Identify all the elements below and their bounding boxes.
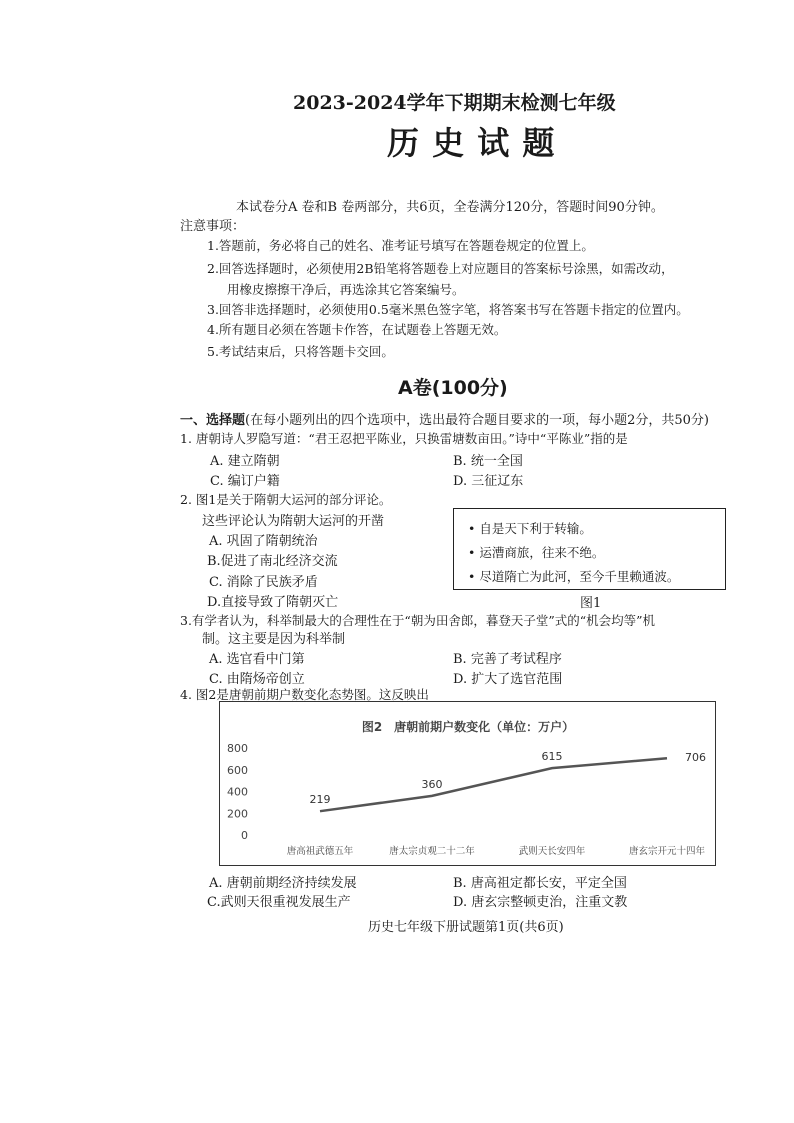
data-label: 360 [421, 777, 443, 791]
part-prefix: 一、选择题 [180, 413, 246, 428]
q4-option-b: B. 唐高祖定都长安，平定全国 [453, 876, 627, 891]
y-tick-label: 400 [227, 785, 248, 799]
figure-1-line: • 尽道隋亡为此河，至今千里赖通波。 [468, 569, 680, 584]
data-label: 219 [309, 793, 331, 807]
y-tick-label: 800 [227, 742, 248, 755]
figure-1-line: • 自是天下利于转输。 [468, 521, 592, 536]
notice-label: 注意事项： [180, 219, 246, 234]
q1-option-b: B. 统一全国 [453, 454, 523, 469]
notice-item: 2.回答选择题时，必须使用2B铅笔将答题卷上对应题目的答案标号涂黑，如需改动， [207, 261, 674, 276]
q2-option-b: B.促进了南北经济交流 [207, 554, 338, 569]
page-footer: 历史七年级下册试题第1页(共6页) [368, 920, 564, 935]
q2-stem: 2. 图1是关于隋朝大运河的部分评论。 [180, 492, 392, 507]
q1-option-d: D. 三征辽东 [453, 474, 524, 489]
figure-1-box [453, 508, 726, 590]
q3-option-b: B. 完善了考试程序 [453, 652, 562, 667]
intro-text: 本试卷分A 卷和B 卷两部分，共6页，全卷满分120分，答题时间90分钟。 [236, 200, 664, 215]
q3-option-a: A. 选官看中门第 [209, 652, 305, 667]
data-label: 706 [685, 751, 706, 765]
q4-option-c: C.武则天很重视发展生产 [207, 895, 351, 910]
q4-option-a: A. 唐朝前期经济持续发展 [209, 876, 357, 891]
exam-title: 历 史 试 题 [387, 124, 556, 162]
section-title: A卷(100分) [398, 377, 508, 399]
q3-option-d: D. 扩大了选官范围 [453, 672, 563, 687]
q3-stem: 3.有学者认为，科举制最大的合理性在于“朝为田舍郎，暮登天子堂”式的“机会均等”机 [180, 613, 655, 628]
q2-option-a: A. 巩固了隋朝统治 [209, 534, 318, 549]
q2-option-d: D.直接导致了隋朝灭亡 [207, 595, 339, 610]
q1-option-a: A. 建立隋朝 [210, 454, 280, 469]
part-heading [180, 409, 709, 428]
q2-stem-2: 这些评论认为隋朝大运河的开凿 [202, 514, 385, 529]
y-tick-label: 600 [227, 763, 248, 777]
series-line [320, 758, 667, 811]
figure-1-line: • 运漕商旅，往来不绝。 [468, 545, 605, 560]
notice-item: 1.答题前，务必将自己的姓名、准考证号填写在答题卷规定的位置上。 [207, 238, 594, 253]
q3-option-c: C. 由隋炀帝创立 [209, 672, 305, 687]
notice-item: 3.回答非选择题时，必须使用0.5毫米黑色签字笔，将答案书写在答题卡指定的位置内。 [207, 302, 689, 317]
y-tick-label: 0 [241, 829, 248, 842]
data-label: 615 [541, 750, 563, 764]
q1-option-c: C. 编订户籍 [210, 474, 280, 489]
x-tick-label: 武则天长安四年 [518, 846, 586, 857]
chart-title: 图2 唐朝前期户数变化（单位：万户） [361, 720, 575, 734]
figure-2-chart [219, 701, 716, 866]
q1-stem: 1. 唐朝诗人罗隐写道：“君王忍把平陈业，只换雷塘数亩田。”诗中“平陈业”指的是 [180, 431, 628, 446]
x-tick-label: 唐太宗贞观二十二年 [389, 846, 475, 857]
notice-item: 5.考试结束后，只将答题卡交回。 [207, 344, 394, 359]
line-chart [220, 702, 715, 865]
q4-stem: 4. 图2是唐朝前期户数变化态势图。这反映出 [180, 687, 429, 702]
y-tick-label: 200 [227, 807, 248, 821]
q4-option-d: D. 唐玄宗整顿吏治，注重文教 [453, 895, 628, 910]
q3-stem-2: 制。这主要是因为科举制 [202, 632, 346, 647]
part-desc: (在每小题列出的四个选项中，选出最符合题目要求的一项，每小题2分，共50分) [245, 413, 709, 428]
notice-item: 4.所有题目必须在答题卡作答，在试题卷上答题无效。 [207, 322, 507, 337]
notice-item: 用橡皮擦擦干净后，再选涂其它答案编号。 [227, 282, 465, 297]
x-tick-label: 唐玄宗开元十四年 [628, 846, 706, 857]
q2-option-c: C. 消除了民族矛盾 [209, 575, 318, 590]
figure-1-caption: 图1 [580, 596, 602, 611]
x-tick-label: 唐高祖武德五年 [286, 846, 354, 857]
exam-subtitle: 2023-2024学年下期期末检测七年级 [293, 92, 616, 114]
